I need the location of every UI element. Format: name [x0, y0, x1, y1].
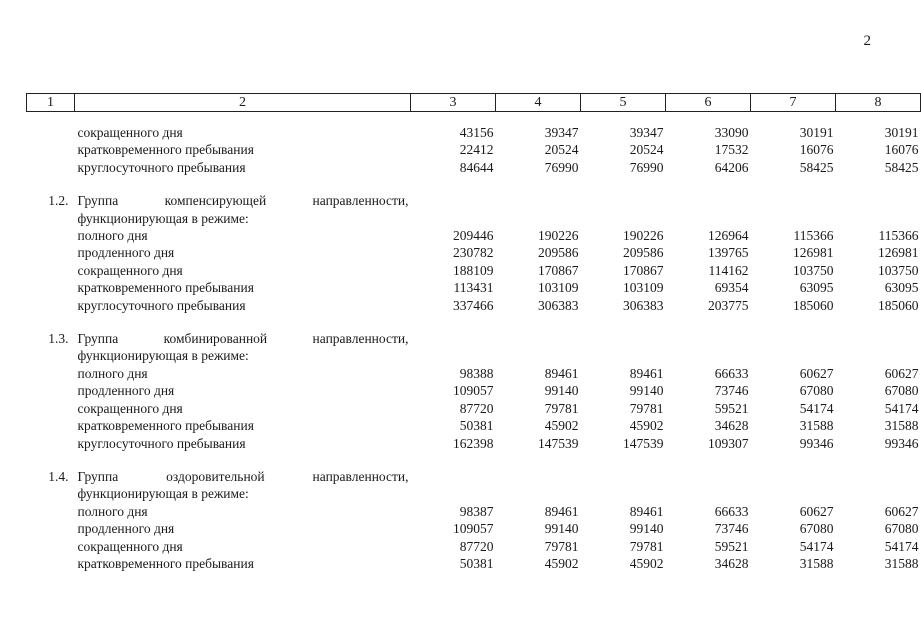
value-cell: 103109 — [538, 280, 579, 296]
value-cell: 30191 — [799, 125, 834, 140]
value-cell: 59521 — [714, 400, 749, 416]
value-cell: 89461 — [544, 503, 579, 519]
empty-cell — [836, 468, 921, 485]
value-cell: 126981 — [793, 245, 834, 261]
value-cell: 89461 — [544, 365, 579, 381]
table-row — [27, 555, 921, 572]
table-row — [27, 503, 921, 520]
row-label: продленного дня — [77, 521, 175, 537]
empty-cell — [836, 347, 921, 364]
empty-cell — [581, 485, 666, 502]
row-number-cell — [27, 279, 75, 296]
value-cell: 63095 — [799, 280, 834, 296]
empty-cell — [751, 192, 836, 209]
value-cell: 64206 — [714, 159, 749, 175]
row-number-cell — [27, 555, 75, 572]
empty-cell — [496, 468, 581, 485]
empty-cell — [411, 210, 496, 227]
value-cell: 67080 — [799, 383, 834, 399]
value-cell: 99140 — [629, 383, 664, 399]
column-header: 3 — [411, 94, 496, 112]
value-cell: 30191 — [884, 125, 919, 140]
value-cell: 99346 — [884, 435, 919, 451]
value-cell: 87720 — [459, 538, 494, 554]
row-label: полного дня — [77, 228, 148, 244]
value-cell: 306383 — [623, 297, 664, 313]
value-cell: 50381 — [459, 418, 494, 434]
value-cell: 31588 — [884, 555, 919, 571]
table-row — [27, 417, 921, 434]
row-spacer — [27, 176, 921, 192]
value-cell: 43156 — [459, 125, 494, 140]
row-number-cell — [27, 400, 75, 417]
row-label: кратковременного пребывания — [77, 280, 254, 296]
value-cell: 103109 — [623, 280, 664, 296]
value-cell: 67080 — [884, 521, 919, 537]
value-cell: 33090 — [714, 125, 749, 140]
value-cell: 109307 — [708, 435, 749, 451]
empty-cell — [836, 485, 921, 502]
empty-cell — [836, 330, 921, 347]
row-number-cell — [27, 124, 75, 141]
value-cell: 76990 — [629, 159, 664, 175]
value-cell: 126981 — [878, 245, 919, 261]
table-row — [27, 400, 921, 417]
value-cell: 60627 — [884, 365, 919, 381]
row-label: круглосуточного пребывания — [77, 159, 246, 175]
value-cell: 67080 — [799, 521, 834, 537]
table-row — [27, 382, 921, 399]
value-cell: 114162 — [708, 262, 749, 278]
row-number-cell — [27, 297, 75, 314]
row-number-cell — [27, 159, 75, 176]
value-cell: 34628 — [714, 555, 749, 571]
row-spacer — [27, 112, 921, 125]
row-number-cell — [27, 503, 75, 520]
column-header: 2 — [75, 94, 411, 112]
table-row — [27, 124, 921, 141]
empty-cell — [751, 485, 836, 502]
value-cell: 185060 — [793, 297, 834, 313]
value-cell: 54174 — [884, 538, 919, 554]
row-label: полного дня — [77, 365, 148, 381]
column-header: 8 — [836, 94, 921, 112]
value-cell: 115366 — [793, 228, 834, 244]
value-cell: 190226 — [623, 228, 664, 244]
table-row — [27, 227, 921, 244]
empty-cell — [581, 468, 666, 485]
row-label: сокращенного дня — [77, 262, 183, 278]
section-subtitle-row — [27, 485, 921, 502]
column-header-row — [27, 94, 921, 112]
table-row — [27, 244, 921, 261]
empty-cell — [27, 210, 75, 227]
row-label: сокращенного дня — [77, 538, 183, 554]
section-subtitle: функционирующая в режиме: — [77, 348, 249, 364]
section-subtitle-row — [27, 347, 921, 364]
empty-cell — [751, 330, 836, 347]
value-cell: 31588 — [884, 418, 919, 434]
row-number-cell — [27, 382, 75, 399]
value-cell: 66633 — [714, 365, 749, 381]
empty-cell — [27, 347, 75, 364]
row-label: круглосуточного пребывания — [77, 297, 246, 313]
section-title: Группа оздоровительной направленности, — [77, 468, 409, 484]
row-label: кратковременного пребывания — [77, 142, 254, 158]
value-cell: 115366 — [878, 228, 919, 244]
value-cell: 20524 — [544, 142, 579, 158]
section-subtitle: функционирующая в режиме: — [77, 486, 249, 502]
empty-cell — [496, 485, 581, 502]
value-cell: 209586 — [623, 245, 664, 261]
row-number-cell — [27, 417, 75, 434]
spacer-cell — [27, 176, 921, 192]
column-header: 5 — [581, 94, 666, 112]
empty-cell — [411, 330, 496, 347]
value-cell: 54174 — [799, 400, 834, 416]
column-header: 1 — [27, 94, 75, 112]
value-cell: 337466 — [453, 297, 494, 313]
value-cell: 17532 — [714, 142, 749, 158]
value-cell: 126964 — [708, 228, 749, 244]
page-number: 2 — [863, 33, 871, 49]
row-label: кратковременного пребывания — [77, 555, 254, 571]
value-cell: 54174 — [799, 538, 834, 554]
empty-cell — [411, 347, 496, 364]
empty-cell — [836, 210, 921, 227]
table-row — [27, 159, 921, 176]
empty-cell — [836, 192, 921, 209]
row-label: кратковременного пребывания — [77, 418, 254, 434]
value-cell: 60627 — [884, 503, 919, 519]
table-row — [27, 279, 921, 296]
row-number-cell — [27, 262, 75, 279]
value-cell: 162398 — [453, 435, 494, 451]
value-cell: 45902 — [544, 555, 579, 571]
value-cell: 79781 — [544, 538, 579, 554]
empty-cell — [666, 330, 751, 347]
value-cell: 209446 — [453, 228, 494, 244]
empty-cell — [496, 347, 581, 364]
value-cell: 67080 — [884, 383, 919, 399]
value-cell: 31588 — [799, 555, 834, 571]
section-title-row — [27, 330, 921, 347]
empty-cell — [411, 485, 496, 502]
value-cell: 60627 — [799, 365, 834, 381]
value-cell: 39347 — [629, 125, 664, 140]
row-number-cell — [27, 141, 75, 158]
row-label: сокращенного дня — [77, 125, 183, 140]
value-cell: 50381 — [459, 555, 494, 571]
spacer-cell — [27, 452, 921, 468]
empty-cell — [581, 330, 666, 347]
value-cell: 84644 — [459, 159, 494, 175]
table-row — [27, 141, 921, 158]
value-cell: 22412 — [459, 142, 494, 158]
empty-cell — [581, 210, 666, 227]
value-cell: 188109 — [453, 262, 494, 278]
value-cell: 89461 — [629, 503, 664, 519]
value-cell: 209586 — [538, 245, 579, 261]
value-cell: 99140 — [629, 521, 664, 537]
value-cell: 99346 — [799, 435, 834, 451]
value-cell: 99140 — [544, 383, 579, 399]
value-cell: 147539 — [623, 435, 664, 451]
spacer-cell — [27, 314, 921, 330]
column-header: 7 — [751, 94, 836, 112]
empty-cell — [496, 192, 581, 209]
row-number-cell — [27, 227, 75, 244]
row-spacer — [27, 314, 921, 330]
value-cell: 185060 — [878, 297, 919, 313]
value-cell: 45902 — [629, 418, 664, 434]
value-cell: 20524 — [629, 142, 664, 158]
value-cell: 31588 — [799, 418, 834, 434]
empty-cell — [496, 330, 581, 347]
value-cell: 54174 — [884, 400, 919, 416]
row-label: сокращенного дня — [77, 400, 183, 416]
section-number: 1.3. — [48, 331, 69, 347]
value-cell: 76990 — [544, 159, 579, 175]
value-cell: 45902 — [629, 555, 664, 571]
section-title-row — [27, 468, 921, 485]
empty-cell — [751, 347, 836, 364]
tariff-table — [26, 93, 921, 572]
value-cell: 79781 — [544, 400, 579, 416]
value-cell: 59521 — [714, 538, 749, 554]
section-title-row — [27, 192, 921, 209]
value-cell: 73746 — [714, 521, 749, 537]
row-number-cell — [27, 244, 75, 261]
value-cell: 109057 — [453, 521, 494, 537]
value-cell: 170867 — [623, 262, 664, 278]
value-cell: 60627 — [799, 503, 834, 519]
value-cell: 98388 — [459, 365, 494, 381]
row-label: продленного дня — [77, 383, 175, 399]
value-cell: 58425 — [884, 159, 919, 175]
value-cell: 89461 — [629, 365, 664, 381]
value-cell: 34628 — [714, 418, 749, 434]
table-row — [27, 262, 921, 279]
value-cell: 109057 — [453, 383, 494, 399]
value-cell: 147539 — [538, 435, 579, 451]
value-cell: 16076 — [884, 142, 919, 158]
section-title: Группа комбинированной направленности, — [77, 331, 409, 347]
section-subtitle-row — [27, 210, 921, 227]
value-cell: 79781 — [629, 400, 664, 416]
section-title: Группа компенсирующей направленности, — [77, 193, 409, 209]
value-cell: 306383 — [538, 297, 579, 313]
row-label: полного дня — [77, 503, 148, 519]
table-row — [27, 520, 921, 537]
value-cell: 16076 — [799, 142, 834, 158]
table-row — [27, 297, 921, 314]
row-label: круглосуточного пребывания — [77, 435, 246, 451]
value-cell: 73746 — [714, 383, 749, 399]
value-cell: 98387 — [459, 503, 494, 519]
row-label: продленного дня — [77, 245, 175, 261]
empty-cell — [666, 192, 751, 209]
value-cell: 103750 — [878, 262, 919, 278]
empty-cell — [411, 468, 496, 485]
row-number-cell — [27, 538, 75, 555]
value-cell: 39347 — [544, 125, 579, 140]
value-cell: 170867 — [538, 262, 579, 278]
value-cell: 69354 — [714, 280, 749, 296]
empty-cell — [751, 468, 836, 485]
section-number: 1.4. — [48, 468, 69, 484]
table-row — [27, 435, 921, 452]
value-cell: 103750 — [793, 262, 834, 278]
row-spacer — [27, 452, 921, 468]
empty-cell — [666, 468, 751, 485]
empty-cell — [27, 485, 75, 502]
value-cell: 45902 — [544, 418, 579, 434]
row-number-cell — [27, 520, 75, 537]
value-cell: 58425 — [799, 159, 834, 175]
value-cell: 139765 — [708, 245, 749, 261]
value-cell: 87720 — [459, 400, 494, 416]
value-cell: 113431 — [453, 280, 494, 296]
value-cell: 79781 — [629, 538, 664, 554]
empty-cell — [496, 210, 581, 227]
value-cell: 230782 — [453, 245, 494, 261]
value-cell: 190226 — [538, 228, 579, 244]
value-cell: 63095 — [884, 280, 919, 296]
empty-cell — [666, 347, 751, 364]
empty-cell — [581, 347, 666, 364]
empty-cell — [411, 192, 496, 209]
section-subtitle: функционирующая в режиме: — [77, 210, 249, 226]
row-number-cell — [27, 435, 75, 452]
row-number-cell — [27, 365, 75, 382]
empty-cell — [666, 485, 751, 502]
column-header: 6 — [666, 94, 751, 112]
table-row — [27, 538, 921, 555]
empty-cell — [581, 192, 666, 209]
spacer-cell — [27, 112, 921, 125]
table-row — [27, 365, 921, 382]
value-cell: 203775 — [708, 297, 749, 313]
empty-cell — [751, 210, 836, 227]
value-cell: 66633 — [714, 503, 749, 519]
empty-cell — [666, 210, 751, 227]
column-header: 4 — [496, 94, 581, 112]
value-cell: 99140 — [544, 521, 579, 537]
section-number: 1.2. — [48, 193, 69, 209]
